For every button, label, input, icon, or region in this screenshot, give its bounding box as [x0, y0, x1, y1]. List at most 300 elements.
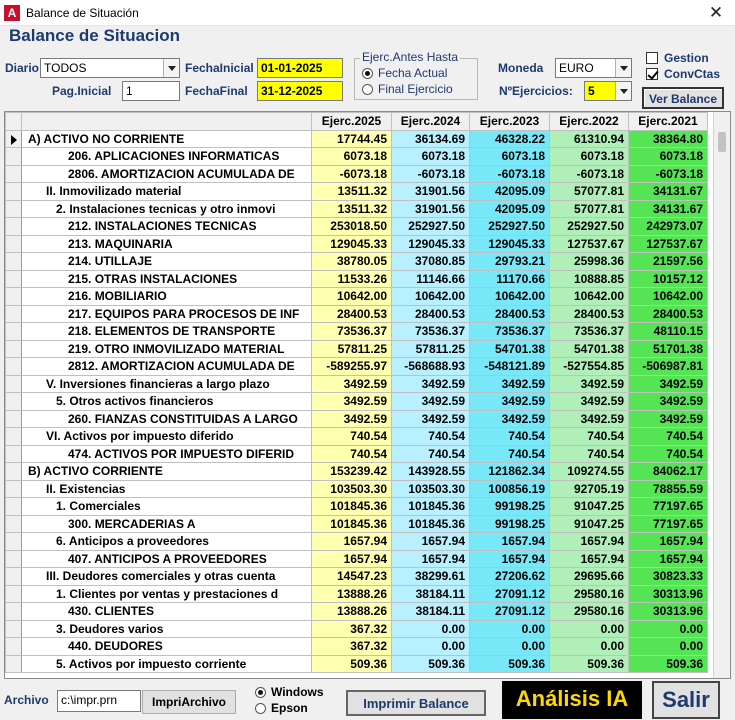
cell-ejerc-2021: 38364.80	[629, 130, 708, 148]
row-description: 474. ACTIVOS POR IMPUESTO DIFERID	[22, 445, 312, 463]
cell-ejerc-2021: 30823.33	[629, 568, 708, 586]
row-indicator	[6, 375, 22, 393]
cell-ejerc-2021: 6073.18	[629, 148, 708, 166]
cell-ejerc-2022: 0.00	[550, 638, 629, 656]
cell-ejerc-2021: 30313.96	[629, 603, 708, 621]
table-row[interactable]	[6, 463, 708, 481]
cell-ejerc-2024: 31901.56	[392, 200, 470, 218]
table-row[interactable]	[6, 375, 708, 393]
cell-ejerc-2025: 13888.26	[312, 603, 392, 621]
table-row[interactable]	[6, 655, 708, 673]
row-indicator	[6, 638, 22, 656]
cell-ejerc-2023: 46328.22	[470, 130, 550, 148]
gestion-label: Gestion	[664, 51, 709, 65]
cell-ejerc-2022: 91047.25	[550, 515, 629, 533]
cell-ejerc-2023: 11170.66	[470, 270, 550, 288]
header-description	[22, 113, 312, 131]
salir-button[interactable]: Salir	[652, 681, 720, 719]
cell-ejerc-2025: 367.32	[312, 638, 392, 656]
cell-ejerc-2022: 3492.59	[550, 375, 629, 393]
table-row[interactable]	[6, 288, 708, 306]
cell-ejerc-2023: 1657.94	[470, 550, 550, 568]
table-row[interactable]	[6, 253, 708, 271]
cell-ejerc-2021: 34131.67	[629, 200, 708, 218]
table-row[interactable]	[6, 183, 708, 201]
imprimir-balance-button[interactable]: Imprimir Balance	[346, 690, 486, 716]
cell-ejerc-2024: 103503.30	[392, 480, 470, 498]
cell-ejerc-2022: 73536.37	[550, 323, 629, 341]
analisis-ia-button[interactable]: Análisis IA	[502, 681, 642, 719]
cell-ejerc-2023: 28400.53	[470, 305, 550, 323]
cell-ejerc-2021: -6073.18	[629, 165, 708, 183]
cell-ejerc-2025: 1657.94	[312, 533, 392, 551]
radio-fecha-actual-label: Fecha Actual	[378, 66, 448, 80]
table-row[interactable]	[6, 200, 708, 218]
radio-final-ejercicio-label: Final Ejercicio	[378, 82, 453, 96]
cell-ejerc-2025: 13511.32	[312, 200, 392, 218]
row-description: 430. CLIENTES	[22, 603, 312, 621]
cell-ejerc-2022: 1657.94	[550, 533, 629, 551]
row-description: 218. ELEMENTOS DE TRANSPORTE	[22, 323, 312, 341]
cell-ejerc-2024: -568688.93	[392, 358, 470, 376]
table-row[interactable]	[6, 603, 708, 621]
cell-ejerc-2024: 101845.36	[392, 515, 470, 533]
table-row[interactable]	[6, 568, 708, 586]
row-description: 5. Activos por impuesto corriente	[22, 655, 312, 673]
row-indicator	[6, 270, 22, 288]
row-indicator	[6, 393, 22, 411]
row-indicator	[6, 428, 22, 446]
row-indicator	[6, 288, 22, 306]
diario-select[interactable]	[40, 58, 180, 78]
table-row[interactable]	[6, 235, 708, 253]
cell-ejerc-2025: 73536.37	[312, 323, 392, 341]
cell-ejerc-2023: 3492.59	[470, 375, 550, 393]
cell-ejerc-2024: 73536.37	[392, 323, 470, 341]
table-row[interactable]	[6, 620, 708, 638]
chevron-down-icon[interactable]	[615, 82, 631, 100]
header-ejerc-2023[interactable]: Ejerc.2023	[470, 113, 550, 131]
cell-ejerc-2024: 143928.55	[392, 463, 470, 481]
fecha-inicial-label: FechaInicial	[185, 61, 254, 75]
cell-ejerc-2021: 10642.00	[629, 288, 708, 306]
table-row[interactable]	[6, 515, 708, 533]
cell-ejerc-2023: 740.54	[470, 428, 550, 446]
cell-ejerc-2022: 57077.81	[550, 183, 629, 201]
cell-ejerc-2025: 10642.00	[312, 288, 392, 306]
diario-label: Diario	[5, 61, 40, 75]
row-description: 1. Clientes por ventas y prestaciones d	[22, 585, 312, 603]
cell-ejerc-2023: 129045.33	[470, 235, 550, 253]
cell-ejerc-2022: 92705.19	[550, 480, 629, 498]
table-row[interactable]	[6, 585, 708, 603]
cell-ejerc-2025: 509.36	[312, 655, 392, 673]
ejerc-group-label: Ejerc.Antes Hasta	[362, 50, 459, 64]
cell-ejerc-2025: 101845.36	[312, 515, 392, 533]
moneda-label: Moneda	[498, 61, 544, 75]
cell-ejerc-2025: 101845.36	[312, 498, 392, 516]
cell-ejerc-2021: 0.00	[629, 638, 708, 656]
cell-ejerc-2022: 25998.36	[550, 253, 629, 271]
radio-fecha-actual[interactable]	[362, 66, 447, 80]
table-row[interactable]	[6, 480, 708, 498]
row-indicator	[6, 183, 22, 201]
header-ejerc-2022[interactable]: Ejerc.2022	[550, 113, 629, 131]
row-description: 2812. AMORTIZACION ACUMULADA DE	[22, 358, 312, 376]
cell-ejerc-2024: 0.00	[392, 620, 470, 638]
convctas-label: ConvCtas	[664, 67, 721, 81]
cell-ejerc-2021: 10157.12	[629, 270, 708, 288]
cell-ejerc-2024: 38184.11	[392, 585, 470, 603]
table-row[interactable]	[6, 638, 708, 656]
cell-ejerc-2021: 84062.17	[629, 463, 708, 481]
cell-ejerc-2023: 3492.59	[470, 393, 550, 411]
gestion-checkbox[interactable]	[646, 51, 709, 65]
row-indicator	[6, 410, 22, 428]
cell-ejerc-2021: 77197.65	[629, 515, 708, 533]
row-description: 1. Comerciales	[22, 498, 312, 516]
cell-ejerc-2024: 38184.11	[392, 603, 470, 621]
cell-ejerc-2023: 100856.19	[470, 480, 550, 498]
window-titlebar	[0, 0, 735, 26]
cell-ejerc-2023: 0.00	[470, 620, 550, 638]
cell-ejerc-2024: 740.54	[392, 445, 470, 463]
cell-ejerc-2022: -6073.18	[550, 165, 629, 183]
cell-ejerc-2021: 30313.96	[629, 585, 708, 603]
cell-ejerc-2022: 10888.85	[550, 270, 629, 288]
cell-ejerc-2025: 14547.23	[312, 568, 392, 586]
cell-ejerc-2021: 0.00	[629, 620, 708, 638]
cell-ejerc-2025: 1657.94	[312, 550, 392, 568]
row-description: V. Inversiones financieras a largo plazo	[22, 375, 312, 393]
cell-ejerc-2021: 740.54	[629, 445, 708, 463]
cell-ejerc-2023: 509.36	[470, 655, 550, 673]
row-indicator	[6, 620, 22, 638]
cell-ejerc-2025: 28400.53	[312, 305, 392, 323]
cell-ejerc-2021: 3492.59	[629, 410, 708, 428]
arrow-right-icon	[11, 135, 17, 145]
cell-ejerc-2022: 0.00	[550, 620, 629, 638]
radio-selected-icon	[362, 68, 373, 79]
row-indicator	[6, 568, 22, 586]
table-row[interactable]	[6, 323, 708, 341]
radio-windows-label: Windows	[271, 685, 324, 699]
table-row[interactable]	[6, 410, 708, 428]
row-description: 212. INSTALACIONES TECNICAS	[22, 218, 312, 236]
cell-ejerc-2021: 51701.38	[629, 340, 708, 358]
cell-ejerc-2025: 13511.32	[312, 183, 392, 201]
header-ejerc-2024[interactable]: Ejerc.2024	[392, 113, 470, 131]
row-description: 217. EQUIPOS PARA PROCESOS DE INF	[22, 305, 312, 323]
row-indicator	[6, 235, 22, 253]
cell-ejerc-2023: 54701.38	[470, 340, 550, 358]
cell-ejerc-2024: 129045.33	[392, 235, 470, 253]
cell-ejerc-2024: 38299.61	[392, 568, 470, 586]
row-description: 407. ANTICIPOS A PROVEEDORES	[22, 550, 312, 568]
cell-ejerc-2022: 740.54	[550, 428, 629, 446]
cell-ejerc-2023: -6073.18	[470, 165, 550, 183]
cell-ejerc-2022: 3492.59	[550, 393, 629, 411]
archivo-field[interactable]: c:\impr.prn	[57, 690, 141, 712]
header-indicator	[6, 113, 22, 131]
cell-ejerc-2021: 78855.59	[629, 480, 708, 498]
table-row[interactable]	[6, 148, 708, 166]
nejercicios-value: 5	[588, 84, 595, 98]
cell-ejerc-2022: 6073.18	[550, 148, 629, 166]
table-row[interactable]	[6, 340, 708, 358]
cell-ejerc-2024: 10642.00	[392, 288, 470, 306]
checkbox-checked-icon	[646, 68, 658, 80]
table-row[interactable]	[6, 533, 708, 551]
cell-ejerc-2024: 1657.94	[392, 550, 470, 568]
row-indicator	[6, 655, 22, 673]
row-description: 440. DEUDORES	[22, 638, 312, 656]
row-indicator	[6, 305, 22, 323]
cell-ejerc-2022: -527554.85	[550, 358, 629, 376]
row-indicator	[6, 148, 22, 166]
nejercicios-select[interactable]	[584, 81, 632, 101]
cell-ejerc-2021: 48110.15	[629, 323, 708, 341]
row-indicator	[6, 253, 22, 271]
row-description: 2806. AMORTIZACION ACUMULADA DE	[22, 165, 312, 183]
cell-ejerc-2024: 3492.59	[392, 375, 470, 393]
row-description: 260. FIANZAS CONSTITUIDAS A LARGO	[22, 410, 312, 428]
cell-ejerc-2022: 29695.66	[550, 568, 629, 586]
cell-ejerc-2023: 27206.62	[470, 568, 550, 586]
cell-ejerc-2022: 28400.53	[550, 305, 629, 323]
cell-ejerc-2023: 3492.59	[470, 410, 550, 428]
row-description: 2. Instalaciones tecnicas y otro inmovi	[22, 200, 312, 218]
checkbox-unchecked-icon	[646, 52, 658, 64]
cell-ejerc-2025: 740.54	[312, 445, 392, 463]
row-indicator	[6, 323, 22, 341]
cell-ejerc-2024: 509.36	[392, 655, 470, 673]
cell-ejerc-2024: 1657.94	[392, 533, 470, 551]
table-header-row	[6, 113, 708, 131]
cell-ejerc-2022: 740.54	[550, 445, 629, 463]
cell-ejerc-2024: 31901.56	[392, 183, 470, 201]
moneda-value: EURO	[559, 61, 594, 75]
cell-ejerc-2023: 0.00	[470, 638, 550, 656]
ver-balance-button[interactable]: Ver Balance	[642, 87, 724, 109]
cell-ejerc-2021: 21597.56	[629, 253, 708, 271]
row-description: VI. Activos por impuesto diferido	[22, 428, 312, 446]
row-indicator	[6, 165, 22, 183]
cell-ejerc-2024: 3492.59	[392, 410, 470, 428]
row-indicator	[6, 340, 22, 358]
row-description: 214. UTILLAJE	[22, 253, 312, 271]
cell-ejerc-2024: 28400.53	[392, 305, 470, 323]
cell-ejerc-2022: 3492.59	[550, 410, 629, 428]
cell-ejerc-2021: 1657.94	[629, 533, 708, 551]
row-indicator	[6, 550, 22, 568]
radio-unselected-icon	[362, 84, 373, 95]
cell-ejerc-2021: 127537.67	[629, 235, 708, 253]
row-indicator-arrow-icon	[6, 130, 22, 148]
archivo-label: Archivo	[4, 693, 49, 707]
cell-ejerc-2024: -6073.18	[392, 165, 470, 183]
cell-ejerc-2021: 3492.59	[629, 375, 708, 393]
row-description: B) ACTIVO CORRIENTE	[22, 463, 312, 481]
cell-ejerc-2025: -6073.18	[312, 165, 392, 183]
cell-ejerc-2023: 29793.21	[470, 253, 550, 271]
convctas-checkbox[interactable]	[646, 67, 720, 81]
table-row[interactable]	[6, 165, 708, 183]
radio-final-ejercicio[interactable]	[362, 82, 453, 96]
cell-ejerc-2025: 17744.45	[312, 130, 392, 148]
header-ejerc-2021[interactable]: Ejerc.2021	[629, 113, 708, 131]
row-indicator	[6, 603, 22, 621]
cell-ejerc-2021: -506987.81	[629, 358, 708, 376]
cell-ejerc-2025: 129045.33	[312, 235, 392, 253]
cell-ejerc-2022: 10642.00	[550, 288, 629, 306]
cell-ejerc-2024: 6073.18	[392, 148, 470, 166]
cell-ejerc-2024: 0.00	[392, 638, 470, 656]
cell-ejerc-2024: 57811.25	[392, 340, 470, 358]
pag-inicial-label: Pag.Inicial	[52, 84, 112, 98]
cell-ejerc-2023: 10642.00	[470, 288, 550, 306]
row-indicator	[6, 463, 22, 481]
row-indicator	[6, 498, 22, 516]
cell-ejerc-2024: 252927.50	[392, 218, 470, 236]
row-description: II. Inmovilizado material	[22, 183, 312, 201]
close-icon[interactable]: ✕	[708, 3, 724, 22]
fecha-final-label: FechaFinal	[185, 84, 248, 98]
cell-ejerc-2025: 3492.59	[312, 393, 392, 411]
cell-ejerc-2024: 36134.69	[392, 130, 470, 148]
cell-ejerc-2022: 127537.67	[550, 235, 629, 253]
cell-ejerc-2023: 252927.50	[470, 218, 550, 236]
table-row[interactable]	[6, 445, 708, 463]
header-ejerc-2025[interactable]: Ejerc.2025	[312, 113, 392, 131]
cell-ejerc-2025: 153239.42	[312, 463, 392, 481]
cell-ejerc-2022: 252927.50	[550, 218, 629, 236]
cell-ejerc-2025: -589255.97	[312, 358, 392, 376]
table-row[interactable]	[6, 218, 708, 236]
radio-epson-label: Epson	[271, 701, 308, 715]
cell-ejerc-2022: 61310.94	[550, 130, 629, 148]
cell-ejerc-2023: 121862.34	[470, 463, 550, 481]
chevron-down-icon[interactable]	[163, 59, 179, 77]
cell-ejerc-2025: 740.54	[312, 428, 392, 446]
cell-ejerc-2021: 242973.07	[629, 218, 708, 236]
cell-ejerc-2022: 29580.16	[550, 585, 629, 603]
row-indicator	[6, 445, 22, 463]
cell-ejerc-2025: 253018.50	[312, 218, 392, 236]
diario-value: TODOS	[44, 61, 87, 75]
balance-table	[5, 112, 708, 673]
cell-ejerc-2023: -548121.89	[470, 358, 550, 376]
row-indicator	[6, 218, 22, 236]
radio-selected-icon	[255, 687, 266, 698]
cell-ejerc-2023: 99198.25	[470, 498, 550, 516]
table-row[interactable]	[6, 428, 708, 446]
fecha-inicial-field[interactable]: 01-01-2025	[257, 58, 343, 78]
cell-ejerc-2021: 77197.65	[629, 498, 708, 516]
vertical-scrollbar[interactable]	[713, 112, 730, 678]
radio-windows[interactable]	[255, 685, 324, 699]
cell-ejerc-2021: 740.54	[629, 428, 708, 446]
pag-inicial-field[interactable]: 1	[122, 81, 180, 101]
cell-ejerc-2025: 103503.30	[312, 480, 392, 498]
window-title: Balance de Situación	[26, 6, 139, 20]
cell-ejerc-2025: 57811.25	[312, 340, 392, 358]
cell-ejerc-2022: 1657.94	[550, 550, 629, 568]
row-description: 3. Deudores varios	[22, 620, 312, 638]
row-description: 300. MERCADERIAS A	[22, 515, 312, 533]
row-description: 213. MAQUINARIA	[22, 235, 312, 253]
cell-ejerc-2022: 91047.25	[550, 498, 629, 516]
row-description: II. Existencias	[22, 480, 312, 498]
cell-ejerc-2022: 29580.16	[550, 603, 629, 621]
cell-ejerc-2025: 3492.59	[312, 375, 392, 393]
cell-ejerc-2025: 367.32	[312, 620, 392, 638]
row-indicator	[6, 585, 22, 603]
cell-ejerc-2023: 42095.09	[470, 183, 550, 201]
cell-ejerc-2023: 27091.12	[470, 585, 550, 603]
cell-ejerc-2022: 54701.38	[550, 340, 629, 358]
cell-ejerc-2023: 6073.18	[470, 148, 550, 166]
cell-ejerc-2021: 509.36	[629, 655, 708, 673]
table-row[interactable]	[6, 130, 708, 148]
table-row[interactable]	[6, 270, 708, 288]
fecha-final-field[interactable]: 31-12-2025	[257, 81, 343, 101]
cell-ejerc-2024: 740.54	[392, 428, 470, 446]
cell-ejerc-2024: 37080.85	[392, 253, 470, 271]
row-indicator	[6, 533, 22, 551]
chevron-down-icon[interactable]	[615, 59, 631, 77]
row-description: A) ACTIVO NO CORRIENTE	[22, 130, 312, 148]
cell-ejerc-2025: 13888.26	[312, 585, 392, 603]
cell-ejerc-2021: 3492.59	[629, 393, 708, 411]
cell-ejerc-2023: 27091.12	[470, 603, 550, 621]
row-description: 6. Anticipos a proveedores	[22, 533, 312, 551]
cell-ejerc-2022: 109274.55	[550, 463, 629, 481]
cell-ejerc-2023: 42095.09	[470, 200, 550, 218]
table-row[interactable]	[6, 550, 708, 568]
scrollbar-thumb[interactable]	[718, 132, 726, 152]
nejercicios-label: NºEjercicios:	[499, 84, 573, 98]
cell-ejerc-2022: 57077.81	[550, 200, 629, 218]
radio-epson[interactable]	[255, 701, 308, 715]
row-indicator	[6, 480, 22, 498]
cell-ejerc-2025: 6073.18	[312, 148, 392, 166]
table-row[interactable]	[6, 305, 708, 323]
row-description: 206. APLICACIONES INFORMATICAS	[22, 148, 312, 166]
cell-ejerc-2021: 34131.67	[629, 183, 708, 201]
cell-ejerc-2025: 38780.05	[312, 253, 392, 271]
row-indicator	[6, 200, 22, 218]
cell-ejerc-2025: 3492.59	[312, 410, 392, 428]
table-row[interactable]	[6, 358, 708, 376]
cell-ejerc-2024: 101845.36	[392, 498, 470, 516]
table-row[interactable]	[6, 498, 708, 516]
row-indicator	[6, 358, 22, 376]
cell-ejerc-2025: 11533.26	[312, 270, 392, 288]
radio-unselected-icon	[255, 703, 266, 714]
row-description: 219. OTRO INMOVILIZADO MATERIAL	[22, 340, 312, 358]
impri-archivo-button[interactable]: ImpriArchivo	[142, 690, 236, 714]
page-title: Balance de Situacion	[9, 26, 180, 45]
table-row[interactable]	[6, 393, 708, 411]
cell-ejerc-2023: 73536.37	[470, 323, 550, 341]
cell-ejerc-2023: 99198.25	[470, 515, 550, 533]
cell-ejerc-2021: 28400.53	[629, 305, 708, 323]
row-description: 216. MOBILIARIO	[22, 288, 312, 306]
balance-grid[interactable]	[4, 111, 731, 679]
moneda-select[interactable]	[555, 58, 632, 78]
cell-ejerc-2023: 740.54	[470, 445, 550, 463]
